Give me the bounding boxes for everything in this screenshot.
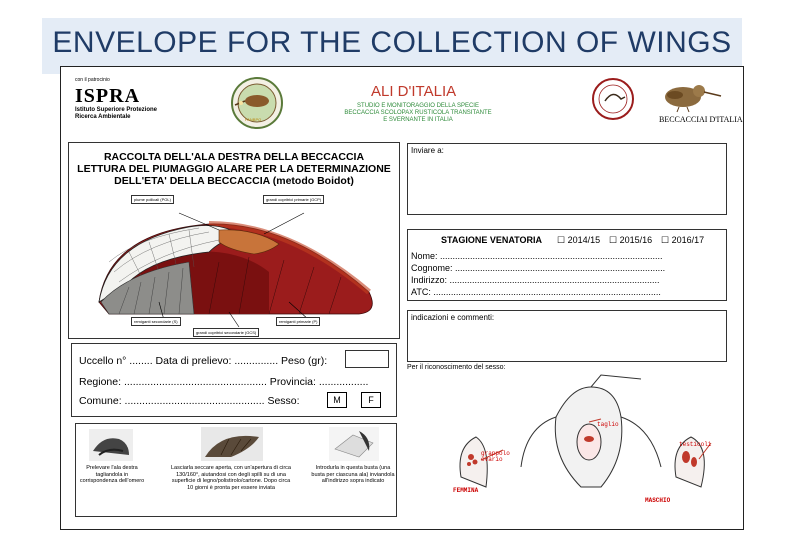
anatomy-label-grappolo: grappolo ovario xyxy=(481,450,510,463)
inviare-box[interactable] xyxy=(407,143,727,215)
indirizzo-field[interactable]: Indirizzo: .................................................................................... xyxy=(411,275,660,285)
sex-checkbox-f[interactable]: F xyxy=(361,392,381,408)
beccacciai-label: BECCACCIAI D'ITALIA xyxy=(659,115,743,124)
fanbpo-text: FANBPO xyxy=(245,117,262,122)
section-title-line1: RACCOLTA DELL'ALA DESTRA DELLA BECCACCIA xyxy=(103,151,365,163)
sex-recognition-label: Per il riconoscimento del sesso: xyxy=(407,364,506,371)
form-line-comune: Comune: ................................................ Sesso: xyxy=(79,395,300,407)
ispra-subtitle: Istituto Superiore Protezione Ricerca Ambientale xyxy=(75,107,158,120)
fanbpo-logo xyxy=(229,75,285,131)
instruction-step-1: Prelevare l'ala destra tagliandola in corrispondenza dell'omero xyxy=(79,465,145,484)
atc-field[interactable]: ATC: ........................................................................................... xyxy=(411,287,661,297)
anatomy-label-femmina: FEMMINA xyxy=(453,487,479,494)
instruction-step-3: Introdurla in questa busta (una busta per ciascuna ala) inviandola all'indirizzo sopra indicato xyxy=(311,465,395,484)
cognome-field[interactable]: Cognome: .................................................................................... xyxy=(411,263,666,273)
anatomy-label-testicoli: testicoli xyxy=(679,441,712,448)
form-line-uccello: Uccello n° ........ Data di prelievo: ............... Peso (gr): xyxy=(79,355,328,367)
wing-label-gcs: grandi copritrici secondarie (GCS) xyxy=(193,328,259,337)
wing-label-pol: piume pollicali (POL) xyxy=(131,195,174,204)
season-option-2015[interactable]: ☐ 2015/16 xyxy=(609,235,653,245)
season-option-2014[interactable]: ☐ 2014/15 xyxy=(557,235,601,245)
form-line-regione: Regione: ................................................. Provincia: ................. xyxy=(79,376,369,388)
instruction-step-2: Lasciarla seccare aperta, con un'apertura di circa 130/160°, aiutandosi con degli spilli su di una superficie di legno/polistirolo/cartone. Dopo circa 10 giorni è pronta per essere inviata xyxy=(171,465,291,491)
wing-label-gcp: grandi copritrici primarie (GCP) xyxy=(263,195,324,204)
comments-label: indicazioni e commenti: xyxy=(411,313,495,322)
anatomy-label-maschio: MASCHIO xyxy=(645,497,671,504)
sex-checkbox-m[interactable]: M xyxy=(327,392,347,408)
section-title xyxy=(69,151,399,187)
season-option-2016[interactable]: ☐ 2016/17 xyxy=(661,235,705,245)
envelope-document xyxy=(60,66,744,530)
envelope-insert-photo xyxy=(329,427,379,461)
section-title-line3: DELL'ETA' DELLA BECCACCIA (metodo Boidot) xyxy=(114,175,354,187)
section-title-line2: LETTURA DEL PIUMAGGIO ALARE PER LA DETERMINAZIONE xyxy=(77,163,391,175)
ali-italia-title: ALI D'ITALIA xyxy=(371,83,457,100)
beccaccia-seal-icon xyxy=(591,77,635,121)
drying-wing-photo xyxy=(201,427,263,461)
stagione-label: STAGIONE VENATORIA xyxy=(441,235,543,245)
nome-field[interactable]: Nome: ......................................................................................... xyxy=(411,251,663,261)
slide-title: ENVELOPE FOR THE COLLECTION OF WINGS xyxy=(52,26,732,59)
patronage-label: con il patrocinio xyxy=(75,77,110,83)
wing-diagram xyxy=(69,202,399,337)
inviare-label: Inviare a: xyxy=(411,146,444,155)
ali-italia-subtitle: STUDIO E MONITORAGGIO DELLA SPECIE BECCACCIA SCOLOPAX RUSTICOLA TRANSITANTE E SVERNANTE IN ITALIA xyxy=(344,103,492,123)
wing-label-rp: remiganti primarie (P) xyxy=(276,317,320,326)
anatomy-label-taglio: taglio xyxy=(597,421,619,428)
wing-label-rs: remiganti secondarie (S) xyxy=(131,317,181,326)
hand-cutting-wing-photo xyxy=(89,429,133,461)
peso-input[interactable] xyxy=(345,350,389,368)
woodcock-illustration xyxy=(653,77,723,113)
ispra-logo: ISPRA xyxy=(75,85,141,107)
